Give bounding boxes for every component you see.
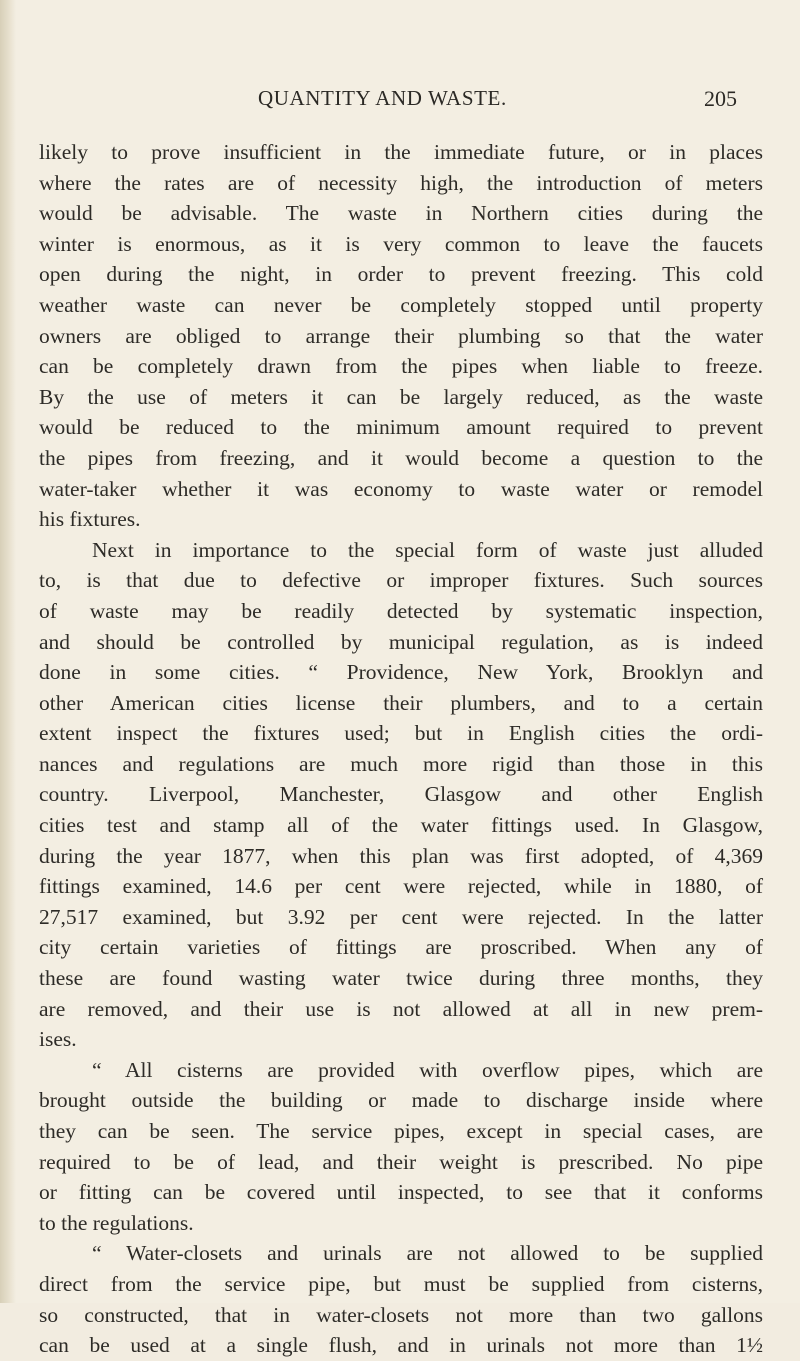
text-line: or fitting can be covered until inspected, to see that it conforms — [39, 1180, 763, 1205]
text-line: where the rates are of necessity high, the introduction of meters — [39, 170, 763, 195]
text-line: would be reduced to the minimum amount required to prevent — [39, 415, 763, 440]
text-line: are removed, and their use is not allowed at all in new prem- — [39, 996, 763, 1021]
fraction: 1½ — [736, 1333, 764, 1358]
text-line: required to be of lead, and their weight is prescribed. No pipe — [39, 1149, 763, 1174]
text-line: so constructed, that in water-closets not more than two gallons — [39, 1302, 763, 1327]
text-line: to the regulations. — [39, 1210, 194, 1235]
text-line: would be advisable. The waste in Northern cities during the — [39, 201, 763, 226]
text-line: owners are obliged to arrange their plumbing so that the water — [39, 323, 763, 348]
text-line: weather waste can never be completely stopped until property — [39, 292, 763, 317]
body-text — [39, 137, 763, 1361]
text-line: nances and regulations are much more rigid than those in this — [39, 751, 763, 776]
text-line: By the use of meters it can be largely reduced, as the waste — [39, 384, 763, 409]
page-number: 205 — [704, 86, 737, 111]
text-line: they can be seen. The service pipes, except in special cases, are — [39, 1119, 763, 1143]
text-line: “ All cisterns are provided with overflow pipes, which are — [92, 1057, 763, 1082]
binding-edge — [0, 0, 16, 1303]
text-line: to, is that due to defective or improper fixtures. Such sources — [39, 568, 763, 593]
text-line: these are found wasting water twice during three months, they — [39, 966, 763, 991]
text-line: direct from the service pipe, but must be supplied from cisterns, — [39, 1271, 763, 1296]
text-line: brought outside the building or made to discharge inside where — [39, 1088, 763, 1113]
text-line-final — [39, 1330, 763, 1361]
text-line: the pipes from freezing, and it would become a question to the — [39, 445, 763, 470]
text-line: cities test and stamp all of the water fittings used. In Glasgow, — [39, 813, 763, 838]
text-line: and should be controlled by municipal regulation, as is indeed — [39, 629, 763, 654]
text-line: winter is enormous, as it is very common to leave the faucets — [39, 231, 763, 256]
text-line: his fixtures. — [39, 507, 141, 532]
final-line-text: can be used at a single flush, and in urinals not more than — [39, 1333, 716, 1358]
text-line: “ Water-closets and urinals are not allowed to be supplied — [92, 1241, 763, 1266]
text-line: city certain varieties of fittings are proscribed. When any of — [39, 935, 763, 960]
text-line: fittings examined, 14.6 per cent were rejected, while in 1880, of — [39, 874, 763, 899]
text-line: open during the night, in order to prevent freezing. This cold — [39, 262, 763, 287]
text-line: 27,517 examined, but 3.92 per cent were rejected. In the latter — [39, 904, 763, 929]
text-line: done in some cities. “ Providence, New York, Brooklyn and — [39, 660, 763, 685]
text-line: likely to prove insufficient in the immediate future, or in places — [39, 140, 763, 164]
text-line: ises. — [39, 1027, 77, 1052]
text-line: during the year 1877, when this plan was first adopted, of 4,369 — [39, 843, 763, 868]
text-line: country. Liverpool, Manchester, Glasgow and other English — [39, 782, 763, 807]
text-line: water-taker whether it was economy to waste water or remodel — [39, 476, 763, 501]
text-line: extent inspect the fixtures used; but in English cities the ordi- — [39, 721, 763, 746]
page-header — [0, 86, 800, 116]
text-line: other American cities license their plumbers, and to a certain — [39, 690, 763, 715]
text-line: Next in importance to the special form of waste just alluded — [92, 537, 763, 562]
text-line: of waste may be readily detected by systematic inspection, — [39, 598, 763, 623]
text-line: can be completely drawn from the pipes when liable to freeze. — [39, 354, 763, 379]
running-head: QUANTITY AND WASTE. — [258, 86, 507, 110]
